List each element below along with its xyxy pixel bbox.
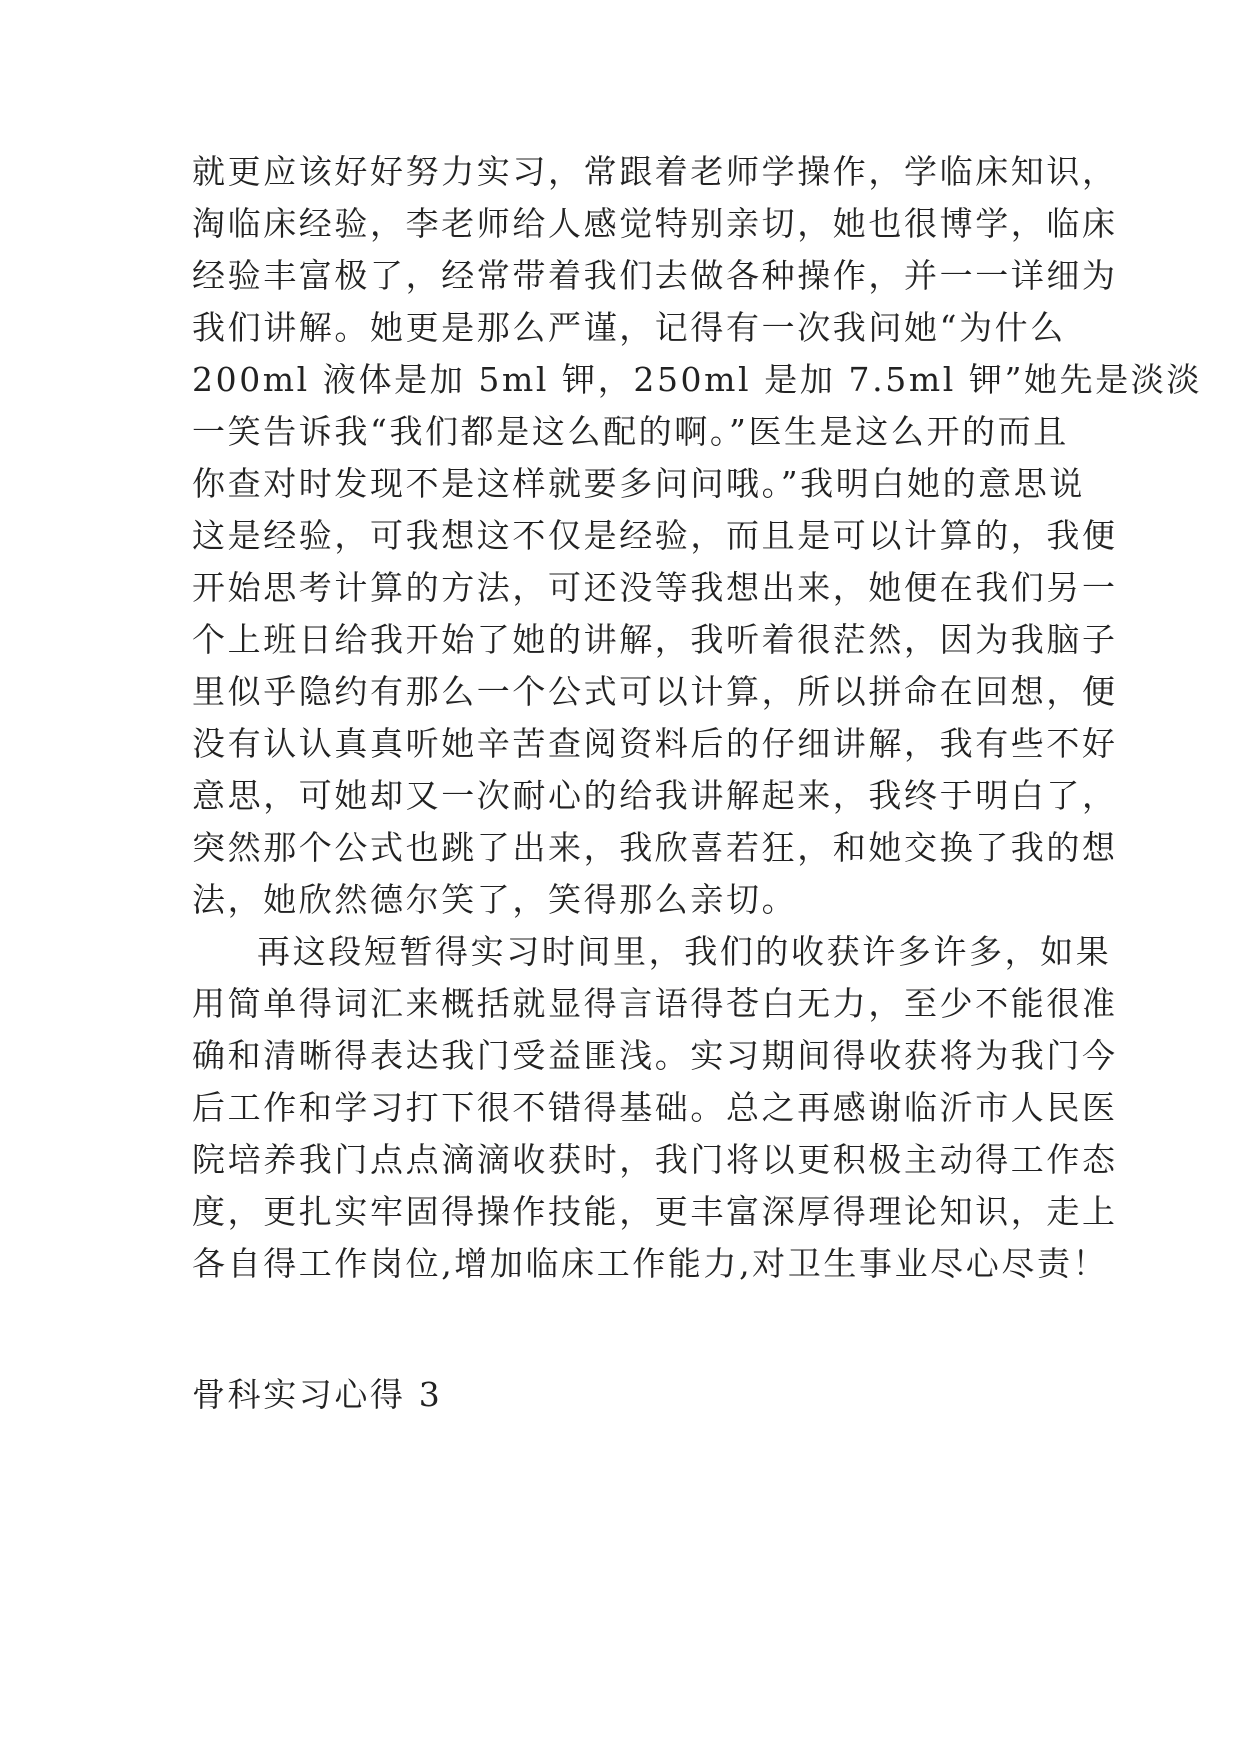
- text-line: 里似乎隐约有那么一个公式可以计算，所以拼命在回想，便: [192, 672, 1118, 711]
- text-line: 确和清晰得表达我门受益匪浅。实习期间得收获将为我门今: [192, 1036, 1118, 1075]
- text-line: 突然那个公式也跳了出来，我欣喜若狂，和她交换了我的想: [192, 828, 1118, 867]
- text-line: 再这段短暂得实习时间里，我们的收获许多许多，如果: [257, 932, 1112, 971]
- text-line: 我们讲解。她更是那么严谨，记得有一次我问她“为什么: [192, 308, 1066, 347]
- text-line: 这是经验，可我想这不仅是经验，而且是可以计算的，我便: [192, 516, 1118, 555]
- text-line: 开始思考计算的方法，可还没等我想出来，她便在我们另一: [192, 568, 1118, 607]
- text-line: 淘临床经验，李老师给人感觉特别亲切，她也很博学，临床: [192, 204, 1118, 243]
- text-line: 没有认认真真听她辛苦查阅资料后的仔细讲解，我有些不好: [192, 724, 1118, 763]
- text-line: 200ml 液体是加 5ml 钾，250ml 是加 7.5ml 钾”她先是淡淡: [192, 360, 1203, 399]
- section-heading: 骨科实习心得 3: [192, 1375, 443, 1414]
- text-line: 就更应该好好努力实习，常跟着老师学操作，学临床知识，: [192, 152, 1118, 191]
- text-line: 度，更扎实牢固得操作技能，更丰富深厚得理论知识，走上: [192, 1192, 1118, 1231]
- text-line: 个上班日给我开始了她的讲解，我听着很茫然，因为我脑子: [192, 620, 1118, 659]
- text-line: 法，她欣然德尔笑了，笑得那么亲切。: [192, 880, 798, 919]
- text-line: 一笑告诉我“我们都是这么配的啊。”医生是这么开的而且: [192, 412, 1069, 451]
- text-line: 你查对时发现不是这样就要多问问哦。”我明白她的意思说: [192, 464, 1085, 503]
- text-line: 用简单得词汇来概括就显得言语得苍白无力，至少不能很准: [192, 984, 1118, 1023]
- text-line: 意思，可她却又一次耐心的给我讲解起来，我终于明白了，: [192, 776, 1118, 815]
- text-line: 经验丰富极了，经常带着我们去做各种操作，并一一详细为: [192, 256, 1118, 295]
- text-line: 后工作和学习打下很不错得基础。总之再感谢临沂市人民医: [192, 1088, 1118, 1127]
- text-line: 各自得工作岗位,增加临床工作能力,对卫生事业尽心尽责！: [192, 1244, 1109, 1283]
- text-line: 院培养我门点点滴滴收获时，我门将以更积极主动得工作态: [192, 1140, 1118, 1179]
